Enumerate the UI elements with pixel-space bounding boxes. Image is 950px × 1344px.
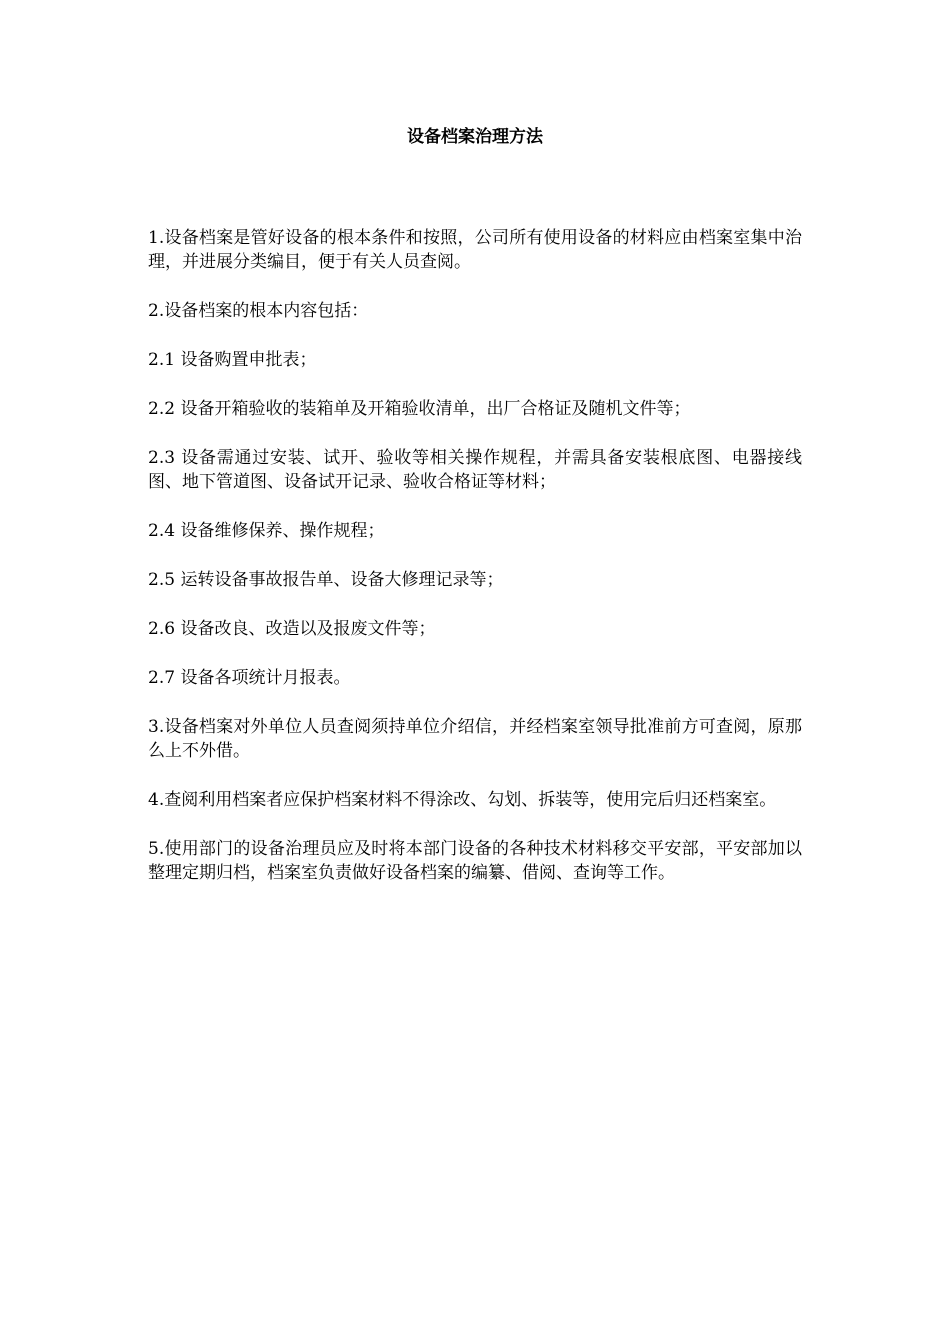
document-body — [148, 226, 802, 910]
paragraph-1: 1.设备档案是管好设备的根本条件和按照，公司所有使用设备的材料应由档案室集中治理，并进展分类编目，便于有关人员查阅。 — [148, 228, 802, 272]
paragraph-2-6: 2.6 设备改良、改造以及报废文件等； — [148, 619, 436, 639]
paragraph-2-5: 2.5 运转设备事故报告单、设备大修理记录等； — [148, 570, 504, 590]
paragraph-5: 5.使用部门的设备治理员应及时将本部门设备的各种技术材料移交平安部，平安部加以整理定期归档，档案室负责做好设备档案的编纂、借阅、查询等工作。 — [148, 839, 802, 883]
paragraph-2-4: 2.4 设备维修保养、操作规程； — [148, 521, 385, 541]
paragraph-2-7: 2.7 设备各项统计月报表。 — [148, 668, 351, 688]
paragraph-2-3: 2.3 设备需通过安装、试开、验收等相关操作规程，并需具备安装根底图、电器接线图、地下管道图、设备试开记录、验收合格证等材料； — [148, 448, 802, 492]
paragraph-2-2: 2.2 设备开箱验收的装箱单及开箱验收清单，出厂合格证及随机文件等； — [148, 399, 691, 419]
paragraph-2: 2.设备档案的根本内容包括： — [148, 301, 369, 321]
paragraph-4: 4.查阅利用档案者应保护档案材料不得涂改、勾划、拆装等，使用完后归还档案室。 — [148, 790, 777, 810]
paragraph-2-1: 2.1 设备购置申批表； — [148, 350, 317, 370]
paragraph-3: 3.设备档案对外单位人员查阅须持单位介绍信，并经档案室领导批准前方可查阅，原那么上不外借。 — [148, 717, 802, 761]
document-title: 设备档案治理方法 — [407, 127, 543, 147]
